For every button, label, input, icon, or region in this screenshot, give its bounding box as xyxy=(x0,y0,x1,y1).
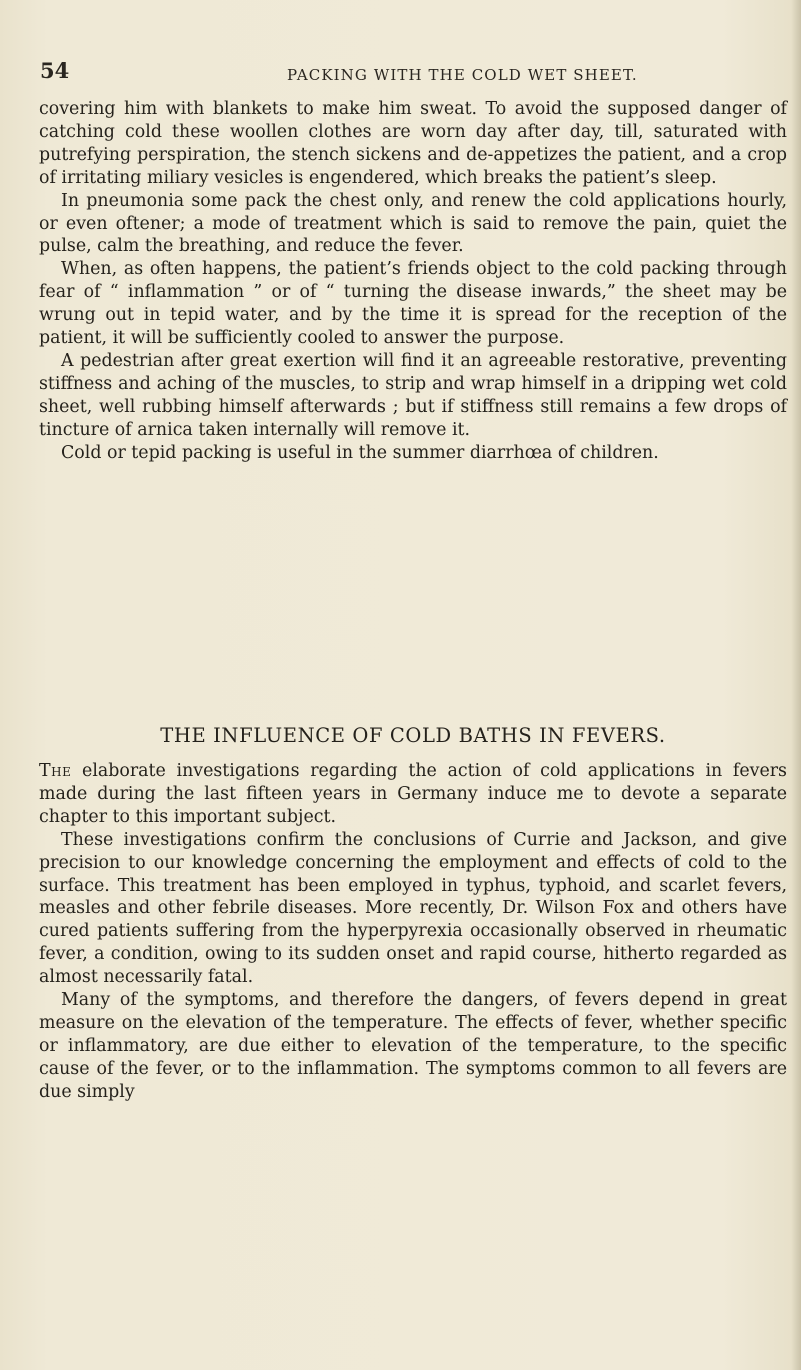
paragraph: When, as often happens, the patient’s friends object to the cold packing through fear of “ inflammation ” or of “ turning the disease inwards,” the sheet may be wrung out in tepid water, and by the time it is spread for the reception of the patient, it will be sufficiently cooled to answer the purpose. xyxy=(39,259,787,349)
running-head: PACKING WITH THE COLD WET SHEET. xyxy=(287,66,638,84)
paragraph: Many of the symptoms, and therefore the dangers, of fevers depend in great measure on the elevation of the temperature. The effects of fever, whether specific or inflammatory, are due either to elevation of the temperature, to the specific cause of the fever, or to the inflammation. The symptoms common to all fevers are due simply xyxy=(39,990,787,1102)
drop-word: The xyxy=(39,761,72,781)
section-packing-text xyxy=(39,98,787,465)
section-cold-baths-text xyxy=(39,760,787,1104)
paragraph: covering him with blankets to make him sweat. To avoid the supposed danger of catching cold these woollen clothes are worn day after day, till, saturated with putrefying perspiration, the stench sickens and de-appetizes the patient, and a crop of irritating miliary vesicles is engendered, which breaks the patient’s sleep. xyxy=(39,99,787,188)
section-heading: THE INFLUENCE OF COLD BATHS IN FEVERS. xyxy=(160,724,666,747)
paragraph xyxy=(39,760,787,829)
page-number: 54 xyxy=(40,58,70,83)
page-edge-shadow xyxy=(791,0,801,1370)
paragraph: A pedestrian after great exertion will find it an agreeable restorative, preventing stiffness and aching of the muscles, to strip and wrap himself in a dripping wet cold sheet, well rubbing himself afterwards ; but if stiffness still remains a few drops of tincture of arnica taken internally will remove it. xyxy=(39,350,787,440)
paragraph: In pneumonia some pack the chest only, and renew the cold applications hourly, or even oftener; a mode of treatment which is said to remove the pain, quiet the pulse, calm the breathing, and reduce the fever. xyxy=(39,190,787,257)
paragraph: These investigations confirm the conclusions of Currie and Jackson, and give precision to our knowledge concerning the employment and effects of cold to the surface. This treatment has been employed in typhus, typhoid, and scarlet fevers, measles and other febrile diseases. More recently, Dr. Wilson Fox and others have cured patients suffering from the hyperpyrexia occasionally observed in rheumatic fever, a condition, owing to its sudden onset and rapid course, hitherto regarded as almost necessarily fatal. xyxy=(39,829,787,988)
paragraph-text: elaborate investigations regarding the action of cold applications in fevers made during the last fifteen years in Germany induce me to devote a separate chapter to this important subject. xyxy=(39,761,787,827)
page-header xyxy=(40,58,800,88)
paragraph: Cold or tepid packing is useful in the summer diarrhœa of children. xyxy=(61,442,659,463)
